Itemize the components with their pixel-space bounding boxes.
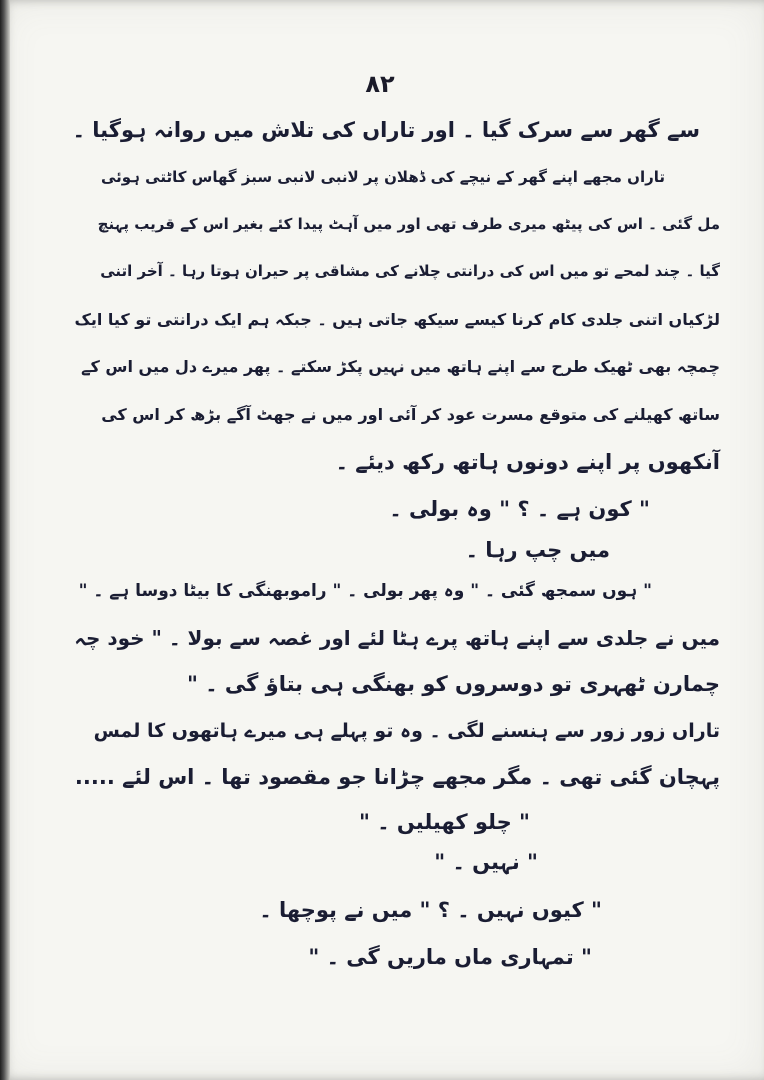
text-line: تاراں مجھے اپنے گھر کے نیچے کی ڈھلان پر لانبی لانبی سبز گھاس کاٹتی ہوئی (100, 168, 665, 186)
text-line: میں چپ رہا ۔ (465, 538, 610, 562)
text-line: " چلو کھیلیں ۔ " (359, 810, 530, 834)
text-line: " کیوں نہیں ۔ ؟ " میں نے پوچھا ۔ (259, 898, 602, 922)
text-line: گیا ۔ چند لمحے تو میں اس کی درانتی چلانے کی مشاقی پر حیران ہوتا رہا ۔ آخر اتنی (100, 262, 720, 280)
text-line: میں نے جلدی سے اپنے ہاتھ پرے ہٹا لئے اور غصہ سے بولا ۔ " خود چہ (74, 626, 720, 650)
text-line: لڑکیاں اتنی جلدی کام کرنا کیسے سیکھ جاتی ہیں ۔ جبکہ ہم ایک درانتی تو کیا ایک (74, 310, 720, 329)
text-line: چمچہ بھی ٹھیک طرح سے اپنے ہاتھ میں نہیں پکڑ سکتے ۔ پھر میرے دل میں اس کے (81, 357, 720, 376)
text-line: " ہوں سمجھ گئی ۔ " وہ پھر بولی ۔ " راموبھنگی کا بیٹا دوسا ہے ۔ " (78, 581, 652, 601)
page-binding-shadow (0, 0, 10, 1080)
text-line: آنکھوں پر اپنے دونوں ہاتھ رکھ دیئے ۔ (335, 450, 720, 474)
text-line: " تمہاری ماں ماریں گی ۔ " (308, 945, 592, 969)
text-line: چمارن ٹھہری تو دوسروں کو بھنگی ہی بتاؤ گی ۔ " (187, 672, 720, 696)
text-line: مل گئی ۔ اس کی پیٹھ میری طرف تھی اور میں آہٹ پیدا کئے بغیر اس کے قریب پہنچ (97, 215, 720, 233)
text-line: تاراں زور زور سے ہنسنے لگی ۔ وہ تو پہلے ہی میرے ہاتھوں کا لمس (93, 720, 720, 742)
text-line: " نہیں ۔ " (434, 850, 538, 874)
text-line: ساتھ کھیلنے کی متوقع مسرت عود کر آئی اور میں نے جھٹ آگے بڑھ کر اس کی (101, 405, 720, 424)
text-line: " کون ہے ۔ ؟ " وہ بولی ۔ (389, 497, 650, 521)
page-number: ۸۲ (365, 70, 395, 98)
text-line: سے گھر سے سرک گیا ۔ اور تاراں کی تلاش میں روانہ ہوگیا ۔ (72, 118, 700, 142)
text-line: پہچان گئی تھی ۔ مگر مجھے چڑانا جو مقصود تھا ۔ اس لئے ..... (74, 765, 720, 789)
